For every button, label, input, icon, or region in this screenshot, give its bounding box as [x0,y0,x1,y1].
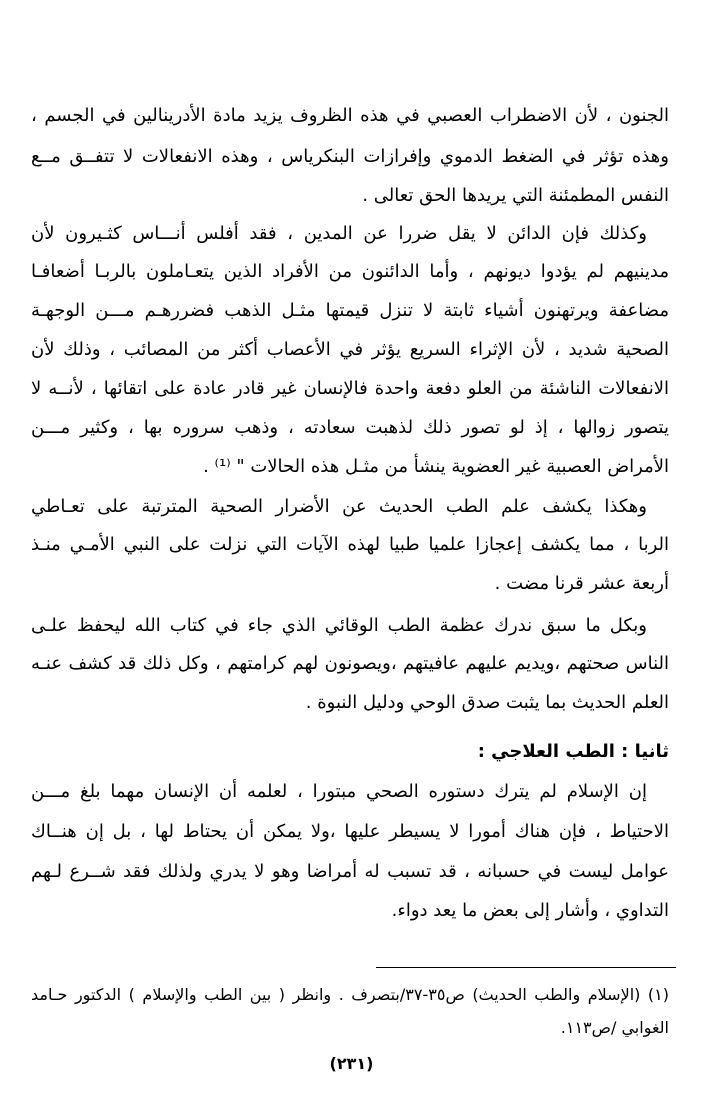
body-line-4: وكذلك فإن الدائن لا يقل ضررا عن المدين ، فقد أفلس أنـــاس كثـيرون لأن [31,223,647,244]
body-line-1: الجنون ، لأن الاضطراب العصبي في هذه الظروف يزيد مادة الأدرينالين في الجسم ، [31,105,669,126]
body-line-18: إن الإسلام لم يترك دستوره الصحي مبتورا ، لعلمه أن الإنسان مهما بلغ مـــن [31,781,647,802]
body-line-16: العلم الحديث بما يثبت صدق الوحي ودليل النبوة . [305,692,669,713]
body-line-3: النفس المطمئنة التي يريدها الحق تعالى . [362,185,669,206]
body-line-10: الأمراض العصبية غير العضوية ينشأ من مثـل هذه الحالات " ⁽¹⁾ . [203,456,669,477]
footnote-line-1: (١) (الإسلام والطب الحديث) ص٣٥-٣٧/بتصرف . وانظر ( بين الطب والإسلام ) الدكتور حـامد [31,985,670,1004]
body-line-20: عوامل ليست في حسبانه ، قد تسبب له أمراضا وهو لا يدري ولذلك فقد شــرع لـهم [31,861,669,882]
section-heading: ثانيا : الطب العلاجي : [477,741,669,762]
body-line-13: أربعة عشر قرنا مضت . [494,573,669,594]
body-line-14: وبكل ما سبق ندرك عظمة الطب الوقائي الذي جاء في كتاب الله ليحفظ علـى [31,615,647,636]
body-line-11: وهكذا يكشف علم الطب الحديث عن الأضرار الصحية المترتبة على تعـاطي [31,496,647,517]
body-line-6: مضاعفة ويرتهنون أشياء ثابتة لا تنزل قيمتها مثـل الذهب فضررهـم مـــن الوجهـة [31,300,669,321]
body-line-15: الناس صحتهم ،ويديم عليهم عافيتهم ،ويصونون لهم كرامتهم ، وكل ذلك قد كشف عنـه [31,653,669,674]
page-number: (٢٣١) [329,1054,374,1073]
body-line-8: الانفعالات الناشئة من العلو دفعة واحدة فالإنسان غير قادر عادة على اتقائها ، لأنــه لا [31,378,669,399]
footnote-divider [376,967,676,968]
body-line-5: مدينيهم لم يؤدوا ديونهم ، وأما الدائنون من الأفراد الذين يتعـاملون بالربـا أضعافـا [31,261,669,282]
body-line-7: الصحية شديد ، لأن الإثراء السريع يؤثر في الأعصاب أكثر من المصائب ، وذلك لأن [31,339,669,360]
body-line-2: وهذه تؤثر في الضغط الدموي وإفرازات البنكرياس ، وهذه الانفعالات لا تتفــق مــع [31,146,669,167]
body-line-21: التداوي ، وأشار إلى بعض ما يعد دواء. [391,900,669,921]
body-line-9: يتصور زوالها ، إذ لو تصور ذلك لذهبت سعادته ، وذهب سروره بها ، وكثير مـــن [31,417,669,438]
footnote-line-2: الغوابي /ص١١٣. [560,1018,669,1037]
body-line-12: الربا ، مما يكشف إعجازا علميا طبيا لهذه الآيات التي نزلت على النبي الأمـي منـذ [31,534,669,555]
body-line-19: الاحتياط ، فإن هناك أمورا لا يسيطر عليها ،ولا يمكن أن يحتاط لها ، بل إن هنــاك [31,821,669,842]
